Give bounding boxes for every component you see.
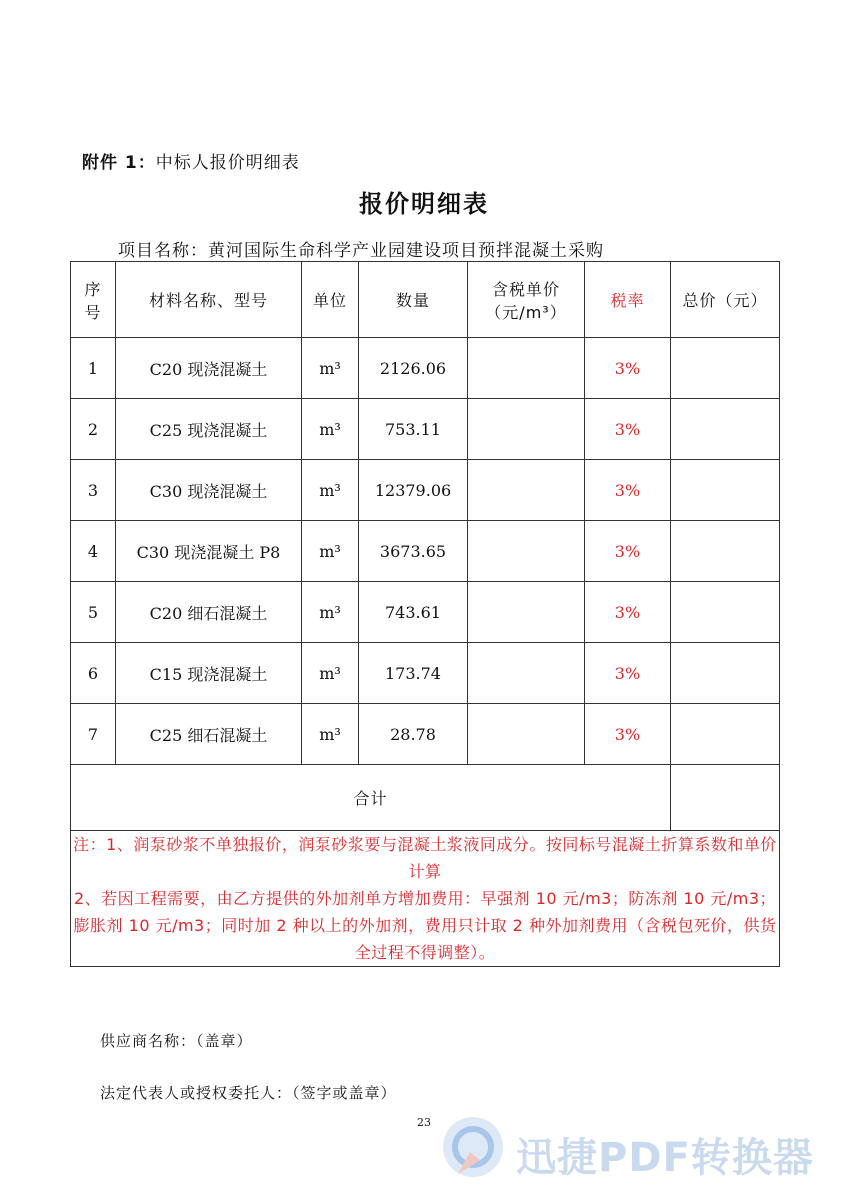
row-no: 7 bbox=[71, 704, 116, 765]
row-qty: 173.74 bbox=[359, 643, 468, 704]
table-row bbox=[71, 704, 780, 765]
sum-label: 合计 bbox=[71, 765, 671, 831]
row-qty: 12379.06 bbox=[359, 460, 468, 521]
note-row bbox=[71, 831, 780, 967]
row-qty: 753.11 bbox=[359, 399, 468, 460]
table-row bbox=[71, 338, 780, 399]
row-total bbox=[671, 643, 780, 704]
row-name: C25 现浇混凝土 bbox=[116, 399, 302, 460]
row-total bbox=[671, 460, 780, 521]
row-no: 6 bbox=[71, 643, 116, 704]
row-price bbox=[468, 399, 585, 460]
header-total: 总价（元） bbox=[671, 262, 780, 338]
row-name: C30 现浇混凝土 P8 bbox=[116, 521, 302, 582]
watermark-text: 迅捷PDF转换器 bbox=[516, 1135, 814, 1181]
row-tax: 3% bbox=[585, 704, 671, 765]
row-no: 3 bbox=[71, 460, 116, 521]
row-price bbox=[468, 338, 585, 399]
row-total bbox=[671, 521, 780, 582]
table-header-row bbox=[71, 262, 780, 338]
quote-table bbox=[70, 261, 780, 967]
row-tax: 3% bbox=[585, 399, 671, 460]
row-qty: 2126.06 bbox=[359, 338, 468, 399]
header-price: 含税单价 （元/m³） bbox=[468, 262, 585, 338]
row-price bbox=[468, 460, 585, 521]
row-name: C25 细石混凝土 bbox=[116, 704, 302, 765]
row-price bbox=[468, 582, 585, 643]
note-cell bbox=[71, 831, 780, 967]
row-tax: 3% bbox=[585, 460, 671, 521]
header-qty: 数量 bbox=[359, 262, 468, 338]
row-name: C20 细石混凝土 bbox=[116, 582, 302, 643]
row-qty: 743.61 bbox=[359, 582, 468, 643]
row-price bbox=[468, 704, 585, 765]
row-unit: m³ bbox=[302, 643, 359, 704]
legal-representative: 法定代表人或授权委托人：（签字或盖章） bbox=[100, 1084, 397, 1102]
sum-row bbox=[71, 765, 780, 831]
row-name: C15 现浇混凝土 bbox=[116, 643, 302, 704]
attachment-heading bbox=[82, 148, 300, 173]
row-no: 2 bbox=[71, 399, 116, 460]
supplier-name: 供应商名称：（盖章） bbox=[100, 1032, 253, 1050]
row-qty: 28.78 bbox=[359, 704, 468, 765]
attachment-text: 中标人报价明细表 bbox=[155, 153, 300, 173]
row-total bbox=[671, 582, 780, 643]
row-unit: m³ bbox=[302, 521, 359, 582]
note-line-1: 注：1、润泵砂浆不单独报价，润泵砂浆要与混凝土浆液同成分。按同标号混凝土折算系数和单价计算 bbox=[73, 835, 777, 881]
row-name: C30 现浇混凝土 bbox=[116, 460, 302, 521]
row-unit: m³ bbox=[302, 460, 359, 521]
attachment-label: 附件 1： bbox=[82, 153, 156, 173]
note-line-2: 2、若因工程需要，由乙方提供的外加剂单方增加费用：早强剂 10 元/m3；防冻剂 10 元/m3；膨胀剂 10 元/m3；同时加 2 种以上的外加剂，费用只计取 2 种外加剂费用（含税包死价，供货全过程不得调整）。 bbox=[73, 889, 777, 962]
page-number: 23 bbox=[417, 1116, 431, 1129]
page-title: 报价明细表 bbox=[359, 190, 489, 218]
row-no: 5 bbox=[71, 582, 116, 643]
row-tax: 3% bbox=[585, 338, 671, 399]
table-row bbox=[71, 460, 780, 521]
row-no: 1 bbox=[71, 338, 116, 399]
row-unit: m³ bbox=[302, 338, 359, 399]
row-tax: 3% bbox=[585, 582, 671, 643]
row-total bbox=[671, 704, 780, 765]
row-unit: m³ bbox=[302, 582, 359, 643]
row-total bbox=[671, 338, 780, 399]
table-row bbox=[71, 399, 780, 460]
table-row bbox=[71, 582, 780, 643]
header-name: 材料名称、型号 bbox=[116, 262, 302, 338]
row-tax: 3% bbox=[585, 643, 671, 704]
row-name: C20 现浇混凝土 bbox=[116, 338, 302, 399]
table-row bbox=[71, 643, 780, 704]
row-no: 4 bbox=[71, 521, 116, 582]
row-tax: 3% bbox=[585, 521, 671, 582]
row-total bbox=[671, 399, 780, 460]
project-name: 项目名称：黄河国际生命科学产业园建设项目预拌混凝土采购 bbox=[118, 241, 604, 261]
row-qty: 3673.65 bbox=[359, 521, 468, 582]
row-price bbox=[468, 521, 585, 582]
header-unit: 单位 bbox=[302, 262, 359, 338]
sum-value bbox=[671, 765, 780, 831]
header-tax: 税率 bbox=[585, 262, 671, 338]
row-price bbox=[468, 643, 585, 704]
table-row bbox=[71, 521, 780, 582]
row-unit: m³ bbox=[302, 399, 359, 460]
header-seq: 序 号 bbox=[71, 262, 116, 338]
row-unit: m³ bbox=[302, 704, 359, 765]
